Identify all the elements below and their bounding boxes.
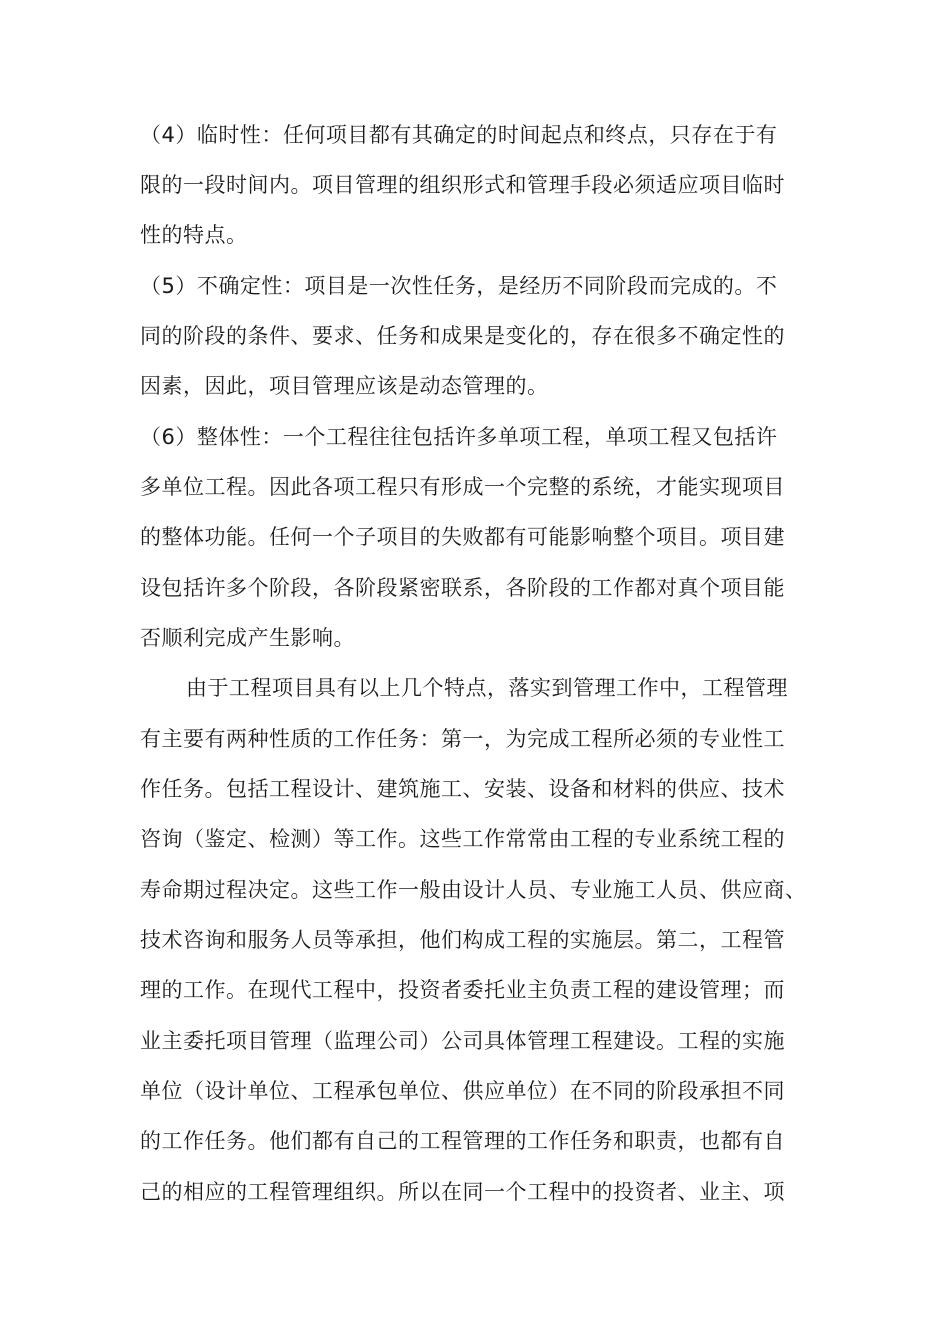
text-line: 作任务。包括工程设计、建筑施工、安装、设备和材料的供应、技术	[140, 777, 785, 801]
text-line: 有主要有两种性质的工作任务：第一，为完成工程所必须的专业性工	[140, 727, 785, 751]
text-line: 否顺利完成产生影响。	[140, 626, 355, 650]
text-line: 多单位工程。因此各项工程只有形成一个完整的系统，才能实现项目	[140, 475, 785, 499]
text-line: 技术咨询和服务人员等承担，他们构成工程的实施层。第二，工程管	[140, 928, 785, 952]
text-line: 理的工作。在现代工程中，投资者委托业主负责工程的建设管理；而	[140, 978, 785, 1002]
text-line: 单位（设计单位、工程承包单位、供应单位）在不同的阶段承担不同	[140, 1079, 785, 1103]
text-line: 业主委托项目管理（监理公司）公司具体管理工程建设。工程的实施	[140, 1029, 785, 1053]
text-line: 设包括许多个阶段，各阶段紧密联系，各阶段的工作都对真个项目能	[140, 576, 785, 600]
text-line: 性的特点。	[140, 223, 248, 247]
text-line: （6）整体性：一个工程往往包括许多单项工程，单项工程又包括许	[140, 425, 778, 449]
text-line: 限的一段时间内。项目管理的组织形式和管理手段必须适应项目临时	[140, 173, 785, 197]
text-line: 己的相应的工程管理组织。所以在同一个工程中的投资者、业主、项	[140, 1180, 785, 1204]
text-line: 由于工程项目具有以上几个特点，落实到管理工作中，工程管理	[186, 676, 788, 700]
text-line: 的整体功能。任何一个子项目的失败都有可能影响整个项目。项目建	[140, 525, 785, 549]
text-line: 咨询（鉴定、检测）等工作。这些工作常常由工程的专业系统工程的	[140, 827, 785, 851]
text-line: 同的阶段的条件、要求、任务和成果是变化的，存在很多不确定性的	[140, 324, 785, 348]
text-line: 因素，因此，项目管理应该是动态管理的。	[140, 374, 549, 398]
text-line: 寿命期过程决定。这些工作一般由设计人员、专业施工人员、供应商、	[140, 878, 807, 902]
text-line: （4）临时性：任何项目都有其确定的时间起点和终点，只存在于有	[140, 123, 778, 147]
text-line: （5）不确定性：项目是一次性任务，是经历不同阶段而完成的。不	[140, 274, 778, 298]
text-line: 的工作任务。他们都有自己的工程管理的工作任务和职责，也都有自	[140, 1129, 785, 1153]
